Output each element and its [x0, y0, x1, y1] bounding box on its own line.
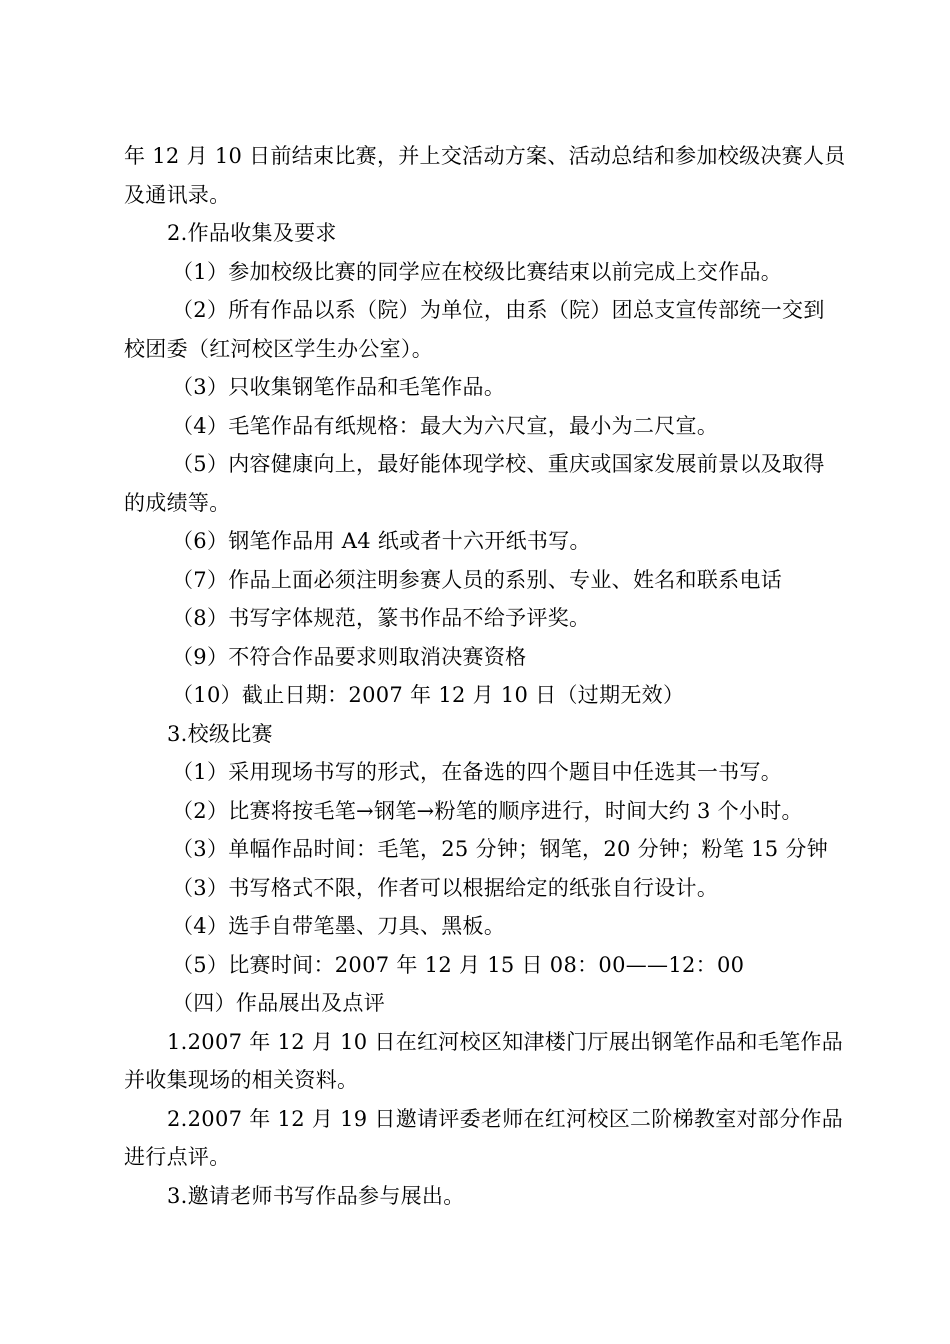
list-item: 1.2007 年 12 月 10 日在红河校区知津楼门厅展出钢笔作品和毛笔作品: [167, 1029, 843, 1054]
list-item: （2）所有作品以系（院）为单位，由系（院）团总支宣传部统一交到: [172, 298, 825, 322]
list-item: （1）参加校级比赛的同学应在校级比赛结束以前完成上交作品。: [172, 259, 783, 284]
list-item: （3）单幅作品时间：毛笔，25 分钟；钢笔，20 分钟；粉笔 15 分钟: [172, 837, 829, 861]
section-heading: 3.校级比赛: [167, 721, 273, 746]
list-item: （1）采用现场书写的形式，在备选的四个题目中任选其一书写。: [172, 760, 783, 784]
list-item: （3）书写格式不限，作者可以根据给定的纸张自行设计。: [172, 875, 719, 900]
list-item: （3）只收集钢笔作品和毛笔作品。: [172, 375, 506, 399]
paragraph-line: 的成绩等。: [124, 490, 231, 515]
list-item: 3.邀请老师书写作品参与展出。: [167, 1183, 465, 1208]
paragraph-line: 进行点评。: [124, 1145, 231, 1169]
list-item: （5）比赛时间：2007 年 12 月 15 日 08：00——12：00: [172, 952, 745, 977]
list-item: （5）内容健康向上，最好能体现学校、重庆或国家发展前景以及取得: [172, 452, 825, 476]
paragraph-line: 并收集现场的相关资料。: [124, 1068, 359, 1092]
paragraph-line: 校团委（红河校区学生办公室）。: [124, 336, 433, 361]
list-item: （9）不符合作品要求则取消决赛资格: [172, 644, 527, 669]
document-body: [124, 137, 874, 1215]
list-item: （7）作品上面必须注明参赛人员的系别、专业、姓名和联系电话: [172, 567, 783, 592]
list-item: （4）毛笔作品有纸规格：最大为六尺宣，最小为二尺宣。: [172, 413, 719, 438]
list-item: （10）截止日期：2007 年 12 月 10 日（过期无效）: [172, 683, 685, 707]
list-item: （8）书写字体规范，篆书作品不给予评奖。: [172, 606, 591, 630]
paragraph-line: 年 12 月 10 日前结束比赛，并上交活动方案、活动总结和参加校级决赛人员: [124, 144, 846, 168]
list-item: （6）钢笔作品用 A4 纸或者十六开纸书写。: [172, 529, 591, 553]
section-heading: （四）作品展出及点评: [172, 991, 385, 1015]
list-item: （4）选手自带笔墨、刀具、黑板。: [172, 914, 506, 938]
list-item: （2）比赛将按毛笔→钢笔→粉笔的顺序进行，时间大约 3 个小时。: [172, 798, 803, 823]
section-heading: 2.作品收集及要求: [167, 221, 337, 245]
list-item: 2.2007 年 12 月 19 日邀请评委老师在红河校区二阶梯教室对部分作品: [167, 1106, 843, 1131]
paragraph-line: 及通讯录。: [124, 182, 231, 207]
